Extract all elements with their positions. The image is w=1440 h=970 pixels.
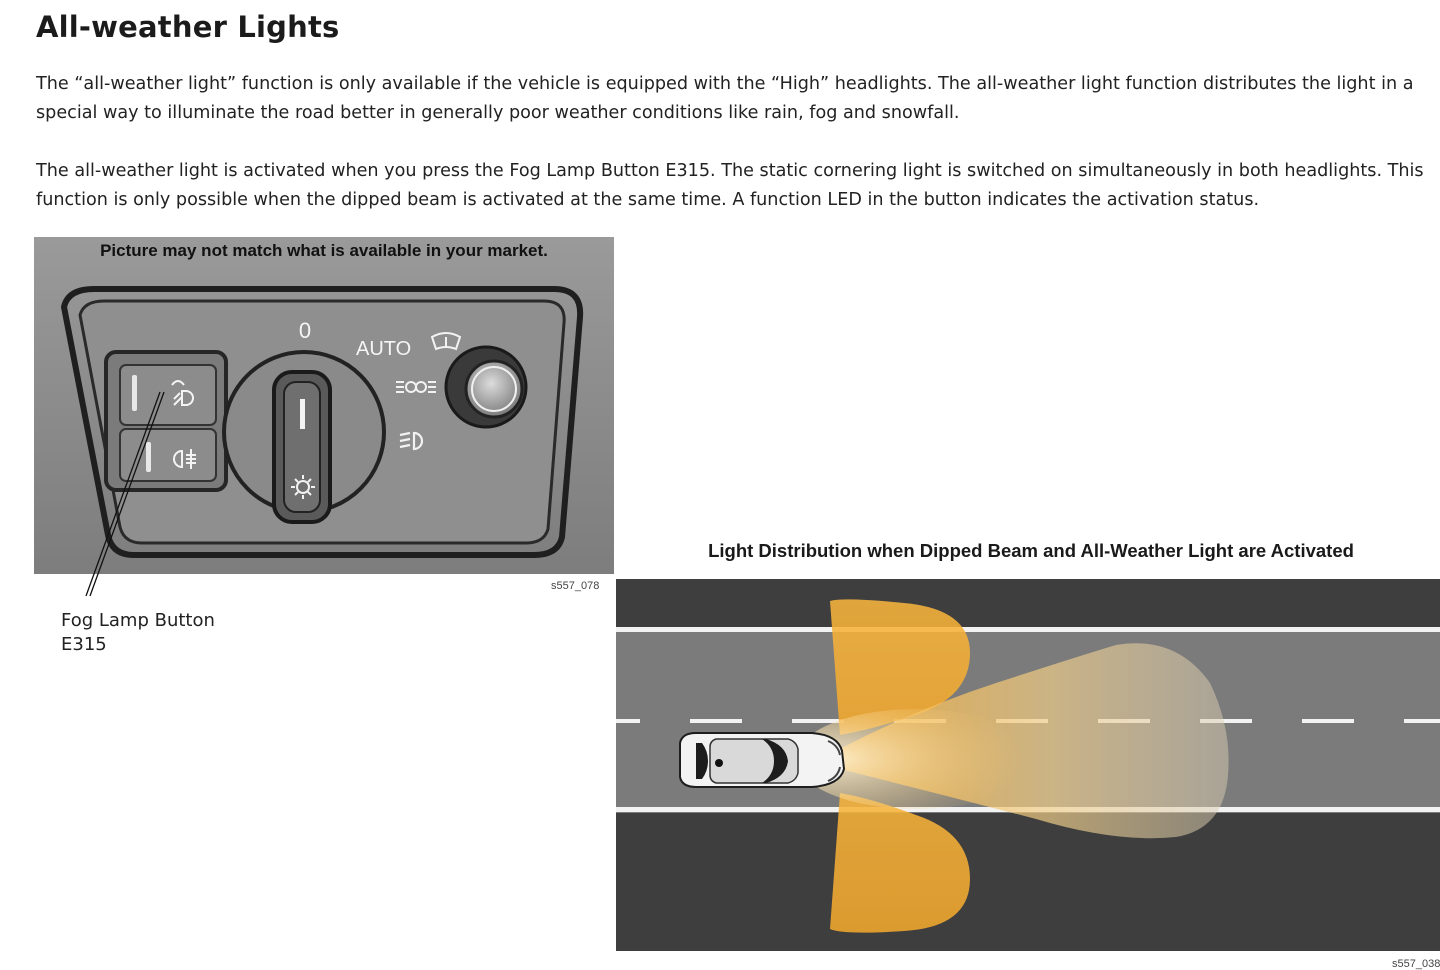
light-switch-illustration [34, 237, 614, 574]
light-distribution-diagram [616, 579, 1440, 951]
page-title: All-weather Lights [36, 10, 340, 44]
switch-position-zero: 0 [298, 318, 312, 343]
switch-position-auto: AUTO [356, 338, 412, 360]
figure-code-switch: s557_078 [551, 580, 600, 592]
intro-paragraph: The “all-weather light” function is only available if the vehicle is equipped with the “High” headlights. The all-weather light function distributes the light in a special way to illuminate the road better in generally poor weather conditions like rain, fog and snowfall. [36, 74, 1414, 123]
fog-lamp-callout [61, 609, 215, 657]
road-illustration [616, 579, 1440, 951]
figure-code-distribution: s557_038 [1392, 958, 1440, 970]
distribution-diagram-title: Light Distribution when Dipped Beam and All-Weather Light are Activated [708, 540, 1354, 561]
activation-paragraph: The all-weather light is activated when you press the Fog Lamp Button E315. The static cornering light is switched on simultaneously in both headlights. This function is only possible when the dipped beam is activated at the same time. A function LED in the button indicates the activation status. [36, 161, 1424, 210]
market-disclaimer: Picture may not match what is available in your market. [100, 241, 548, 260]
callout-label: Fog Lamp Button [61, 610, 215, 631]
road-edge-top [616, 627, 1440, 632]
light-switch-photo [34, 237, 614, 574]
led-indicator [132, 375, 137, 411]
callout-code: E315 [61, 634, 107, 655]
handle-marker [300, 399, 305, 429]
led-indicator-rear [146, 442, 151, 472]
rear-fog-button [120, 429, 216, 481]
car-top-view [680, 733, 844, 787]
